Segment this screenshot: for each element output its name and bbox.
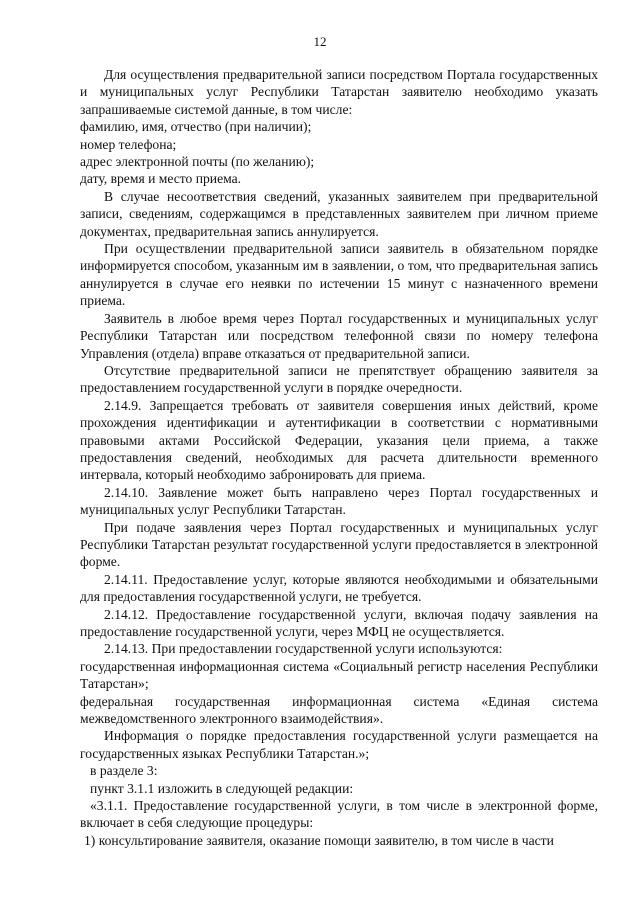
paragraph: дату, время и место приема. bbox=[80, 171, 242, 187]
paragraph: Для осуществления предварительной записи посредством Портала государственных и муниципальных услуг Республики Татарстан заявителю необходимо указать запрашиваемые системой данные, в том числе: bbox=[80, 67, 598, 117]
paragraph: При осуществлении предварительной записи заявитель в обязательном порядке информируется способом, указанным им в заявлении, о том, что предварительная запись аннулируется в случае его неявки по истечении 15 минут с назначенного времени приема. bbox=[80, 241, 598, 309]
paragraph: в разделе 3: bbox=[90, 763, 158, 779]
paragraph: фамилию, имя, отчество (при наличии); bbox=[80, 119, 312, 135]
paragraph: 2.14.9. Запрещается требовать от заявителя совершения иных действий, кроме прохождения идентификации и аутентификации в соответствии с нормативными правовыми актами Российской Федерации, указания цели приема, а также предоставления сведений, необходимых для расчета длительности временного интервала, который необходимо забронировать для приема. bbox=[80, 397, 598, 483]
paragraph: Информация о порядке предоставления государственной услуги размещается на государственных языках Республики Татарстан.»; bbox=[80, 728, 598, 761]
paragraph: Заявитель в любое время через Портал государственных и муниципальных услуг Республики Татарстан или посредством телефонной связи по номеру телефона Управления (отдела) вправе отказаться от предварительной записи. bbox=[80, 310, 598, 361]
paragraph: федеральная государственная информационная система «Единая система межведомственного электронного взаимодействия». bbox=[80, 693, 598, 727]
paragraph: пункт 3.1.1 изложить в следующей редакции: bbox=[90, 780, 354, 796]
paragraph: 2.14.13. При предоставлении государственной услуги используются: bbox=[104, 641, 503, 657]
paragraph: 2.14.10. Заявление может быть направлено через Портал государственных и муниципальных услуг Республики Татарстан. bbox=[80, 484, 598, 518]
paragraph: 2.14.12. Предоставление государственной услуги, включая подачу заявления на предоставление государственной услуги, через МФЦ не осуществляется. bbox=[80, 606, 598, 639]
paragraph: адрес электронной почты (по желанию); bbox=[80, 154, 315, 170]
paragraph: государственная информационная система «Социальный регистр населения Республики Татарстан»; bbox=[80, 658, 598, 692]
paragraph: «3.1.1. Предоставление государственной услуги, в том числе в электронной форме, включает в себя следующие процедуры: bbox=[80, 798, 598, 831]
document-body bbox=[80, 66, 598, 849]
paragraph: В случае несоответствия сведений, указанных заявителем при предварительной записи, сведениям, содержащимся в представленных заявителем при личном приеме документах, предварительная запись аннулируется. bbox=[80, 188, 598, 239]
paragraph: При подаче заявления через Портал государственных и муниципальных услуг Республики Татарстан результат государственной услуги предоставляется в электронной форме. bbox=[80, 519, 598, 570]
page-number: 12 bbox=[313, 34, 327, 49]
paragraph: номер телефона; bbox=[80, 136, 177, 152]
paragraph: Отсутствие предварительной записи не препятствует обращению заявителя за предоставлением государственной услуги в порядке очередности. bbox=[80, 362, 598, 396]
paragraph: 1) консультирование заявителя, оказание помощи заявителю, в том числе в части bbox=[84, 832, 554, 848]
paragraph: 2.14.11. Предоставление услуг, которые являются необходимыми и обязательными для предоставления государственной услуги, не требуется. bbox=[80, 571, 598, 605]
